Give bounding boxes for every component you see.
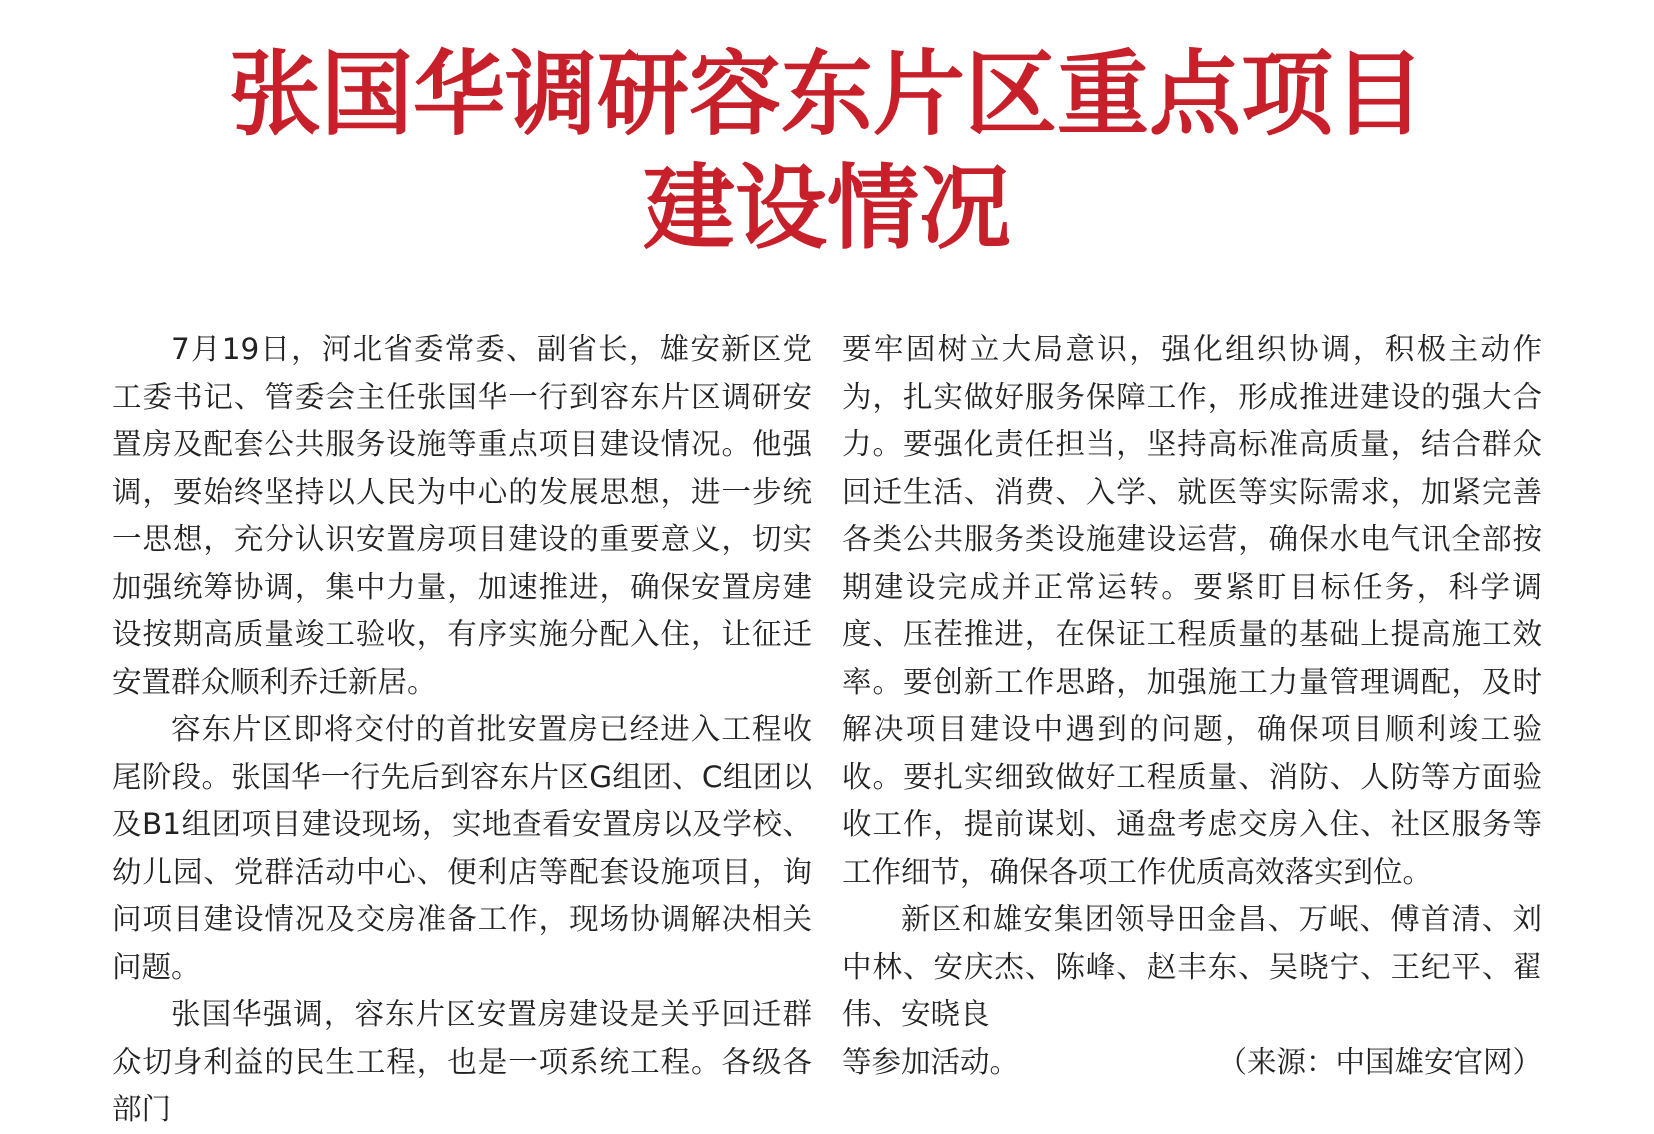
paragraph-4-end-line	[842, 1039, 1542, 1087]
article-column-left	[112, 326, 812, 1134]
paragraph-3: 张国华强调，容东片区安置房建设是关乎回迁群众切身利益的民生工程，也是一项系统工程。各级各部门	[112, 997, 812, 1126]
article-source: （来源：中国雄安官网）	[1217, 1044, 1542, 1079]
paragraph-4-end: 等参加活动。	[842, 1044, 1020, 1079]
paragraph-4: 新区和雄安集团领导田金昌、万岷、傅首清、刘中林、安庆杰、陈峰、赵丰东、吴晓宁、王纪平、翟伟、安晓良	[842, 902, 1542, 1031]
article-headline-line-2: 建设情况	[642, 154, 1011, 262]
article-headline-line-1: 张国华调研容东片区重点项目	[228, 40, 1425, 148]
paragraph-2: 容东片区即将交付的首批安置房已经进入工程收尾阶段。张国华一行先后到容东片区G组团、C组团以及B1组团项目建设现场，实地查看安置房以及学校、幼儿园、党群活动中心、便利店等配套设施项目，询问项目建设情况及交房准备工作，现场协调解决相关问题。	[112, 712, 812, 984]
paragraph-1: 7月19日，河北省委常委、副省长，雄安新区党工委书记、管委会主任张国华一行到容东片区调研安置房及配套公共服务设施等重点项目建设情况。他强调，要始终坚持以人民为中心的发展思想，进一步统一思想，充分认识安置房项目建设的重要意义，切实加强统筹协调，集中力量，加速推进，确保安置房建设按期高质量竣工验收，有序实施分配入住，让征迁安置群众顺利乔迁新居。	[112, 332, 812, 699]
paragraph-3-continued: 要牢固树立大局意识，强化组织协调，积极主动作为，扎实做好服务保障工作，形成推进建设的强大合力。要强化责任担当，坚持高标准高质量，结合群众回迁生活、消费、入学、就医等实际需求，加紧完善各类公共服务类设施建设运营，确保水电气讯全部按期建设完成并正常运转。要紧盯目标任务，科学调度、压茬推进，在保证工程质量的基础上提高施工效率。要创新工作思路，加强施工力量管理调配，及时解决项目建设中遇到的问题，确保项目顺利竣工验收。要扎实细致做好工程质量、消防、人防等方面验收工作，提前谋划、通盘考虑交房入住、社区服务等工作细节，确保各项工作优质高效落实到位。	[842, 332, 1542, 889]
article-column-right	[842, 326, 1542, 1086]
